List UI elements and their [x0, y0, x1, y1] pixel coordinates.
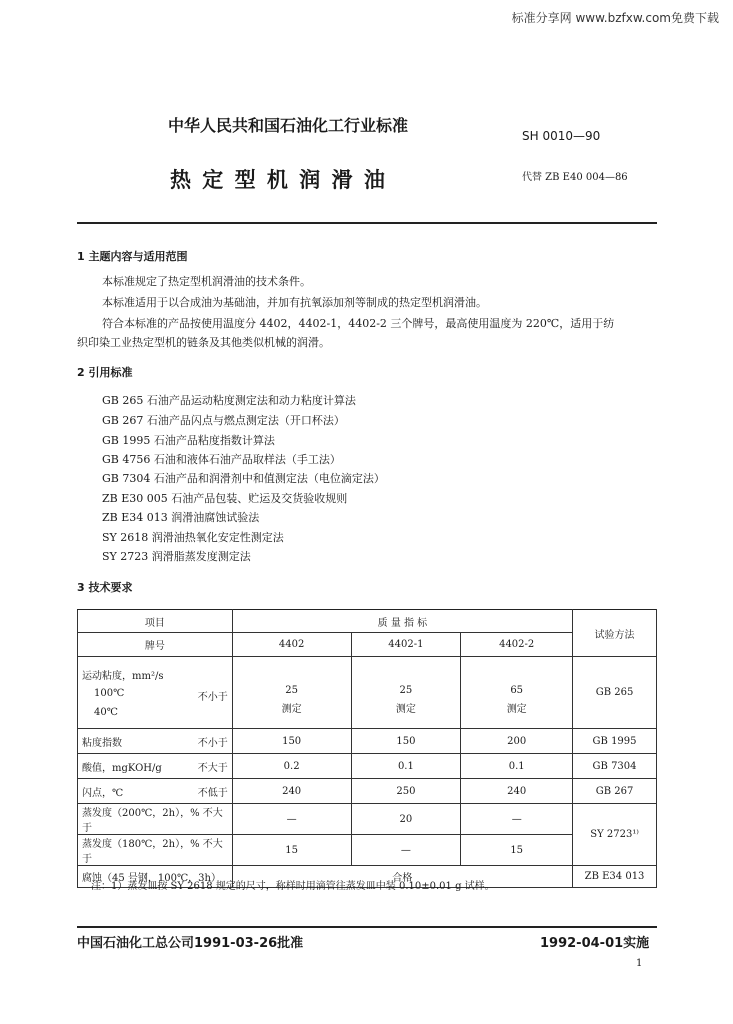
reference-item: ZB E30 005 石油产品包装、贮运及交货验收规则 — [102, 492, 348, 505]
brand-4402: 4402 — [232, 633, 351, 657]
org-standard-title: 中华人民共和国石油化工行业标准 — [168, 116, 409, 135]
header-item: 项目 — [78, 610, 233, 633]
value-cell: 200 — [461, 729, 573, 754]
visc-100-value: 25 — [285, 684, 298, 696]
header-method: 试验方法 — [573, 610, 657, 657]
document-title: 热 定 型 机 润 滑 油 — [170, 168, 387, 192]
header-brand: 牌号 — [78, 633, 233, 657]
section-1-paragraph-3-cont: 织印染工业热定型机的链条及其他类似机械的润滑。 — [77, 336, 330, 349]
row-limit: 不小于 — [197, 737, 228, 749]
row-name: 闪点，℃ — [82, 787, 124, 799]
section-1-paragraph-2: 本标准适用于以合成油为基础油，并加有抗氧添加剂等制成的热定型机润滑油。 — [102, 296, 487, 309]
value-cell: 0.2 — [232, 754, 351, 779]
standard-code: SH 0010—90 — [522, 129, 601, 143]
value-cell: 150 — [351, 729, 461, 754]
viscosity-100c: 100℃ — [94, 688, 125, 699]
value-cell: 240 — [461, 779, 573, 804]
value-cell: 合格 — [232, 866, 572, 888]
method-cell: GB 267 — [573, 779, 657, 804]
row-name: 腐蚀（45 号钢，100℃，3h） — [78, 866, 233, 888]
row-name: 蒸发度（200℃，2h），% 不大于 — [78, 804, 233, 835]
brand-4402-2: 4402-2 — [461, 633, 573, 657]
section-1-paragraph-1: 本标准规定了热定型机润滑油的技术条件。 — [102, 275, 311, 288]
section-3-heading: 3 技术要求 — [77, 581, 133, 594]
viscosity-method: GB 265 — [573, 657, 657, 729]
viscosity-cell — [78, 657, 233, 729]
header-quality: 质 量 指 标 — [232, 610, 572, 633]
value-cell: 15 — [232, 835, 351, 866]
row-limit: 不大于 — [197, 762, 228, 774]
viscosity-limit: 不小于 — [197, 692, 228, 703]
row-limit: 不低于 — [197, 787, 228, 799]
value-cell: 15 — [461, 835, 573, 866]
reference-item: GB 4756 石油和液体石油产品取样法（手工法） — [102, 453, 341, 466]
row-name: 粘度指数 — [82, 737, 122, 749]
page-number: 1 — [636, 958, 643, 969]
header-rule — [77, 222, 657, 224]
footer-rule — [77, 926, 657, 928]
value-cell: 250 — [351, 779, 461, 804]
row-name: 蒸发度（180℃，2h），% 不大于 — [78, 835, 233, 866]
visc-40-value: 测定 — [395, 703, 416, 715]
visc-100-value: 65 — [510, 684, 524, 696]
row-name: 酸值，mgKOH/g — [82, 762, 162, 774]
reference-item: GB 265 石油产品运动粘度测定法和动力粘度计算法 — [102, 394, 356, 407]
value-cell: 240 — [232, 779, 351, 804]
table-note: 注：1）蒸发皿按 SY 2618 规定的尺寸，称样时用滴管往蒸发皿中装 0.10±0.01 g 试样。 — [91, 881, 495, 892]
section-1-paragraph-3: 符合本标准的产品按使用温度分 4402，4402-1，4402-2 三个牌号，最高使用温度为 220℃，适用于纺 — [102, 317, 615, 330]
reference-item: GB 1995 石油产品粘度指数计算法 — [102, 434, 275, 447]
visc-40-value: 测定 — [506, 703, 527, 715]
visc-40-value: 测定 — [281, 703, 302, 715]
method-cell: ZB E34 013 — [573, 866, 657, 888]
value-cell: 20 — [351, 804, 461, 835]
issued-by: 中国石油化工总公司1991-03-26批准 — [77, 936, 304, 951]
viscosity-40c: 40℃ — [94, 707, 118, 718]
reference-item: ZB E34 013 润滑油腐蚀试验法 — [102, 511, 260, 524]
value-cell: 0.1 — [351, 754, 461, 779]
section-1-heading: 1 主题内容与适用范围 — [77, 250, 188, 263]
value-cell: 150 — [232, 729, 351, 754]
value-cell: — — [351, 835, 461, 866]
viscosity-label: 运动粘度，mm²/s — [82, 671, 164, 682]
watermark: 标准分享网 www.bzfxw.com免费下载 — [511, 11, 719, 25]
method-cell: SY 2723¹⁾ — [573, 804, 657, 866]
spec-table — [77, 609, 657, 888]
value-cell: 0.1 — [461, 754, 573, 779]
reference-item: SY 2723 润滑脂蒸发度测定法 — [102, 550, 251, 563]
reference-item: SY 2618 润滑油热氧化安定性测定法 — [102, 531, 284, 544]
section-2-heading: 2 引用标准 — [77, 366, 133, 379]
value-cell: — — [232, 804, 351, 835]
implementation-date: 1992-04-01实施 — [540, 936, 650, 951]
method-cell: GB 7304 — [573, 754, 657, 779]
brand-4402-1: 4402-1 — [351, 633, 461, 657]
replaces-standard: 代替 ZB E40 004—86 — [522, 172, 628, 183]
reference-item: GB 267 石油产品闪点与燃点测定法（开口杯法） — [102, 414, 345, 427]
value-cell: — — [461, 804, 573, 835]
reference-item: GB 7304 石油产品和润滑剂中和值测定法（电位滴定法） — [102, 472, 385, 485]
visc-100-value: 25 — [399, 684, 413, 696]
method-cell: GB 1995 — [573, 729, 657, 754]
